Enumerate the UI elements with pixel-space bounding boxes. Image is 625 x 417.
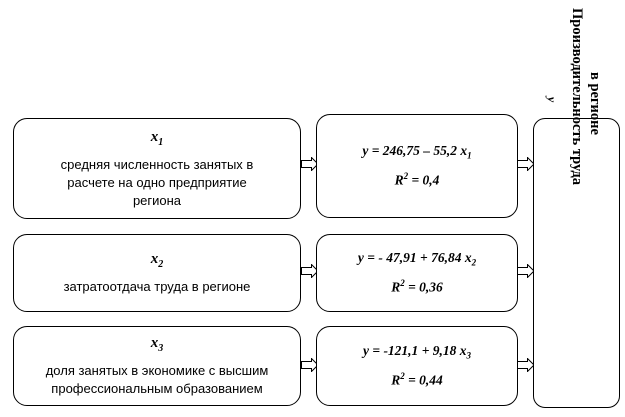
r-squared-2: $R^2 = 0,36$ — [391, 278, 443, 295]
factor-description-x1: средняя численность занятых в расчете на одно предприятие региона — [60, 156, 254, 208]
r-squared-1: $R^2 = 0,4$ — [394, 171, 440, 188]
factor-box-x2 — [13, 234, 301, 312]
regression-equation-1: y = 246,75 – 55,2 $x_1$ — [362, 143, 472, 162]
factor-var-x3: $x_3$ — [150, 335, 164, 354]
r-squared-3: $R^2 = 0,44$ — [391, 371, 443, 388]
factor-box-x3 — [13, 326, 301, 406]
equation-box-2 — [316, 234, 518, 312]
factor-var-x2: $x_2$ — [150, 251, 164, 270]
factor-description-x3: доля занятых в экономике с высшим профессиональным образованием — [45, 363, 269, 396]
factor-box-x1 — [13, 118, 301, 219]
factor-description-x2: затратоотдача труда в регионе — [63, 279, 251, 294]
result-title-line2: в регионе — [587, 72, 603, 135]
regression-equation-2: y = - 47,91 + 76,84 $x_2$ — [357, 250, 477, 269]
result-title — [535, 0, 625, 417]
equation-box-3 — [316, 326, 518, 406]
result-var-y: y — [545, 96, 560, 103]
result-title-line1: Производительность труда — [569, 8, 585, 185]
regression-equation-3: y = -121,1 + 9,18 $x_3$ — [362, 343, 472, 362]
equation-box-1 — [316, 114, 518, 218]
factor-var-x1: $x_1$ — [150, 128, 164, 148]
